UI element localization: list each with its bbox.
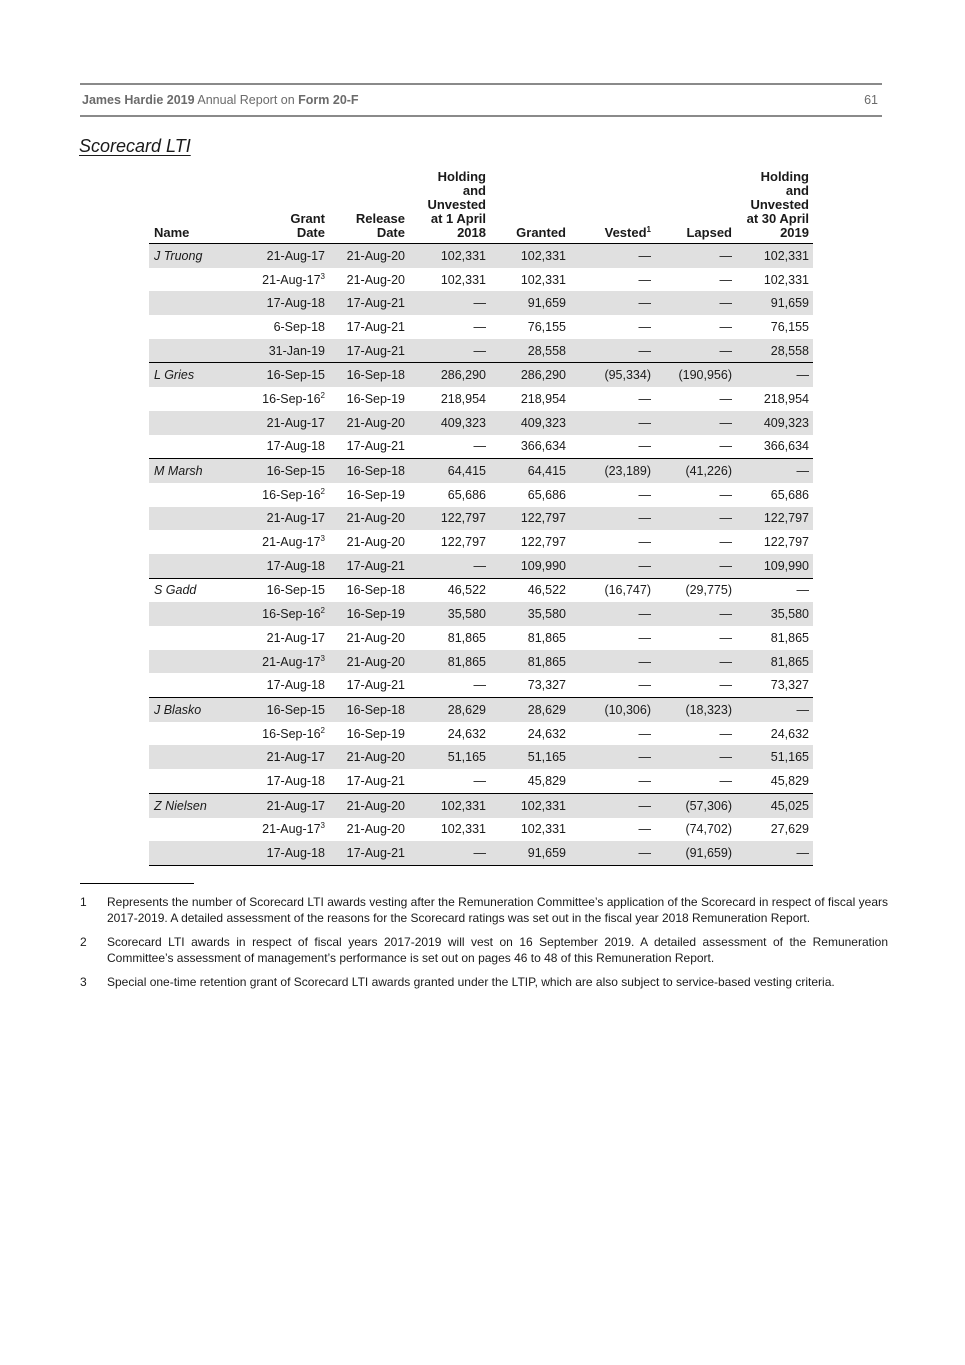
cell-name bbox=[149, 268, 253, 292]
cell-lapsed: — bbox=[719, 272, 732, 287]
table-row bbox=[149, 769, 813, 793]
cell-grant: 17-Aug-18 bbox=[253, 554, 329, 578]
cell-name bbox=[149, 602, 253, 626]
cell-closing: 45,025 bbox=[736, 793, 813, 817]
cell-grant: 17-Aug-18 bbox=[253, 291, 329, 315]
table-row bbox=[149, 841, 813, 865]
cell-release: 21-Aug-20 bbox=[329, 650, 409, 674]
cell-name bbox=[149, 769, 253, 793]
cell-vested: — bbox=[638, 487, 651, 502]
cell-grant: 17-Aug-18 bbox=[253, 435, 329, 459]
cell-closing: 65,686 bbox=[770, 487, 809, 502]
cell-release: 17-Aug-21 bbox=[329, 554, 409, 578]
cell-closing: 366,634 bbox=[736, 435, 813, 459]
table-row bbox=[149, 818, 813, 842]
table-row bbox=[149, 363, 813, 387]
cell-grant: 16-Sep-15 bbox=[253, 698, 329, 722]
cell-grant: 21-Aug-17 bbox=[253, 793, 329, 817]
cell-lapsed: — bbox=[655, 745, 736, 769]
cell-grant: 16-Sep-15 bbox=[253, 363, 329, 387]
cell-closing: 91,659 bbox=[736, 291, 813, 315]
cell-name bbox=[149, 841, 253, 865]
cell-lapsed: (18,323) bbox=[655, 698, 736, 722]
table-row bbox=[149, 626, 813, 650]
cell-vested: (95,334) bbox=[570, 363, 655, 387]
cell-release: 17-Aug-21 bbox=[329, 291, 409, 315]
page-header bbox=[80, 83, 882, 117]
cell-opening: — bbox=[409, 673, 490, 697]
footnote-number: 2 bbox=[80, 935, 87, 949]
cell-release: 16-Sep-19 bbox=[329, 602, 409, 626]
cell-lapsed: — bbox=[655, 650, 736, 674]
cell-name bbox=[149, 291, 253, 315]
footnote-ref: 1 bbox=[646, 225, 651, 234]
table-row bbox=[149, 387, 813, 411]
cell-lapsed: — bbox=[719, 630, 732, 645]
cell-lapsed: (74,702) bbox=[685, 822, 732, 837]
footnote-ref: 2 bbox=[320, 390, 325, 400]
footnote-text: Represents the number of Scorecard LTI awards vesting after the Remuneration Committee’s application of the Scorecard in respect of fiscal years 2017-2019. A detailed assessment of the reasons for the Scorecard ratings was set out in the fiscal year 2018 Remuneration Report. bbox=[107, 895, 888, 925]
table-row bbox=[149, 722, 813, 746]
cell-grant: 21-Aug-17 bbox=[253, 244, 329, 268]
cell-grant: $21-Aug-17^3$ bbox=[262, 271, 325, 287]
cell-name bbox=[149, 339, 253, 363]
table-row bbox=[149, 291, 813, 315]
column-header-grant: Grant Date bbox=[290, 211, 325, 240]
cell-opening: 81,865 bbox=[447, 630, 486, 645]
table-row bbox=[149, 459, 813, 483]
table-row bbox=[149, 530, 813, 554]
cell-vested: — bbox=[638, 272, 651, 287]
table-row bbox=[149, 578, 813, 602]
cell-vested: — bbox=[638, 726, 651, 741]
cell-opening: — bbox=[409, 291, 490, 315]
cell-closing: 409,323 bbox=[736, 411, 813, 435]
cell-opening: — bbox=[409, 554, 490, 578]
cell-opening: — bbox=[409, 769, 490, 793]
cell-granted: 35,580 bbox=[490, 602, 570, 626]
cell-release: 17-Aug-21 bbox=[329, 769, 409, 793]
cell-opening: 64,415 bbox=[409, 459, 490, 483]
cell-lapsed: — bbox=[719, 726, 732, 741]
cell-name bbox=[149, 411, 253, 435]
cell-lapsed: — bbox=[719, 391, 732, 406]
cell-opening: 35,580 bbox=[409, 602, 490, 626]
cell-opening: — bbox=[409, 841, 490, 865]
cell-granted: 24,632 bbox=[527, 726, 566, 741]
cell-lapsed: — bbox=[655, 673, 736, 697]
cell-closing: — bbox=[736, 698, 813, 722]
cell-name bbox=[149, 554, 253, 578]
cell-vested: — bbox=[570, 435, 655, 459]
cell-vested: — bbox=[638, 319, 651, 334]
table-row bbox=[149, 411, 813, 435]
cell-granted: 102,331 bbox=[490, 793, 570, 817]
cell-granted: 51,165 bbox=[490, 745, 570, 769]
footnote bbox=[80, 895, 888, 926]
cell-closing: 28,558 bbox=[736, 339, 813, 363]
cell-name bbox=[149, 435, 253, 459]
cell-vested: — bbox=[570, 554, 655, 578]
report-type: Annual Report on bbox=[194, 93, 299, 107]
cell-grant: 17-Aug-18 bbox=[253, 769, 329, 793]
cell-release: 21-Aug-20 bbox=[329, 745, 409, 769]
cell-granted: 91,659 bbox=[490, 291, 570, 315]
cell-closing: 81,865 bbox=[736, 650, 813, 674]
cell-name bbox=[149, 722, 253, 746]
cell-vested: — bbox=[638, 535, 651, 550]
cell-vested: — bbox=[570, 793, 655, 817]
cell-closing: 122,797 bbox=[736, 507, 813, 531]
cell-granted: 81,865 bbox=[527, 630, 566, 645]
cell-closing: 76,155 bbox=[770, 319, 809, 334]
footnotes bbox=[80, 895, 888, 1000]
cell-granted: 45,829 bbox=[490, 769, 570, 793]
cell-name bbox=[149, 673, 253, 697]
cell-name bbox=[149, 626, 253, 650]
cell-release: 21-Aug-20 bbox=[329, 244, 409, 268]
cell-name: M Marsh bbox=[149, 459, 253, 483]
cell-vested: — bbox=[638, 822, 651, 837]
cell-opening: 24,632 bbox=[447, 726, 486, 741]
cell-opening: 102,331 bbox=[440, 822, 486, 837]
footnote-ref: 2 bbox=[320, 606, 325, 616]
footnote-ref: 3 bbox=[320, 821, 325, 831]
cell-vested: — bbox=[570, 339, 655, 363]
cell-opening: 218,954 bbox=[440, 391, 486, 406]
table-row bbox=[149, 244, 813, 268]
footnote-number: 3 bbox=[80, 975, 87, 989]
cell-release: 21-Aug-20 bbox=[346, 272, 405, 287]
table-body bbox=[149, 244, 813, 866]
cell-granted: 65,686 bbox=[527, 487, 566, 502]
cell-lapsed: (29,775) bbox=[685, 583, 732, 598]
cell-release: 21-Aug-20 bbox=[329, 411, 409, 435]
footnote-ref: 3 bbox=[320, 653, 325, 663]
cell-grant: 16-Sep-15 bbox=[266, 583, 325, 598]
cell-opening: 51,165 bbox=[409, 745, 490, 769]
cell-lapsed: — bbox=[719, 487, 732, 502]
cell-vested: — bbox=[570, 673, 655, 697]
cell-lapsed: (57,306) bbox=[655, 793, 736, 817]
table-row bbox=[149, 745, 813, 769]
table-row bbox=[149, 698, 813, 722]
column-header-vested: Vested$^1$ bbox=[604, 225, 651, 240]
cell-granted: 64,415 bbox=[490, 459, 570, 483]
cell-lapsed: — bbox=[655, 554, 736, 578]
cell-name: J Truong bbox=[149, 244, 253, 268]
cell-lapsed: — bbox=[655, 769, 736, 793]
footnote-ref: 2 bbox=[320, 486, 325, 496]
footnote-text: Special one-time retention grant of Scorecard LTI awards granted under the LTIP, which are also subject to service-based vesting criteria. bbox=[107, 975, 835, 989]
cell-closing: — bbox=[796, 583, 809, 598]
cell-release: 21-Aug-20 bbox=[346, 822, 405, 837]
cell-closing: — bbox=[736, 459, 813, 483]
cell-granted: 81,865 bbox=[490, 650, 570, 674]
cell-vested: — bbox=[570, 244, 655, 268]
cell-grant: $16-Sep-16^2$ bbox=[253, 602, 329, 626]
cell-release: 16-Sep-19 bbox=[346, 487, 405, 502]
cell-closing: 51,165 bbox=[736, 745, 813, 769]
footnote-ref: 3 bbox=[320, 271, 325, 281]
cell-name: L Gries bbox=[149, 363, 253, 387]
cell-closing: 218,954 bbox=[763, 391, 809, 406]
cell-closing: — bbox=[736, 841, 813, 865]
cell-opening: 122,797 bbox=[409, 507, 490, 531]
cell-name bbox=[149, 483, 253, 507]
cell-granted: 122,797 bbox=[520, 535, 566, 550]
footnote bbox=[80, 975, 888, 991]
cell-opening: — bbox=[473, 319, 486, 334]
cell-grant: $21-Aug-17^3$ bbox=[253, 650, 329, 674]
cell-lapsed: (91,659) bbox=[655, 841, 736, 865]
cell-opening: 102,331 bbox=[440, 272, 486, 287]
footnote-text: Scorecard LTI awards in respect of fiscal years 2017-2019 will vest on 16 September 2019. A detailed assessment of the Remuneration Committee’s assessment of management’s performance is set out on pages 46 to 48 of this Remuneration Report. bbox=[107, 935, 888, 965]
cell-vested: — bbox=[570, 650, 655, 674]
cell-grant: 17-Aug-18 bbox=[253, 841, 329, 865]
cell-name bbox=[149, 818, 253, 842]
cell-closing: 109,990 bbox=[736, 554, 813, 578]
cell-lapsed: — bbox=[655, 435, 736, 459]
footnote bbox=[80, 935, 888, 966]
table-row bbox=[149, 435, 813, 459]
cell-closing: 81,865 bbox=[770, 630, 809, 645]
cell-closing: 102,331 bbox=[763, 272, 809, 287]
cell-opening: 122,797 bbox=[440, 535, 486, 550]
footnote-number: 1 bbox=[80, 895, 87, 909]
cell-vested: — bbox=[570, 411, 655, 435]
cell-vested: — bbox=[638, 391, 651, 406]
cell-opening: 28,629 bbox=[409, 698, 490, 722]
cell-lapsed: — bbox=[719, 319, 732, 334]
column-header-name: Name bbox=[154, 225, 190, 240]
cell-closing: 27,629 bbox=[770, 822, 809, 837]
column-header-opening: Holding and Unvested at 1 April 2018 bbox=[427, 169, 486, 240]
section-title: Scorecard LTI bbox=[79, 136, 191, 156]
footnote-ref: 2 bbox=[320, 725, 325, 735]
cell-granted: 28,558 bbox=[490, 339, 570, 363]
cell-opening: 409,323 bbox=[409, 411, 490, 435]
scorecard-lti-table bbox=[149, 170, 813, 866]
cell-release: 16-Sep-18 bbox=[346, 583, 405, 598]
cell-closing: — bbox=[736, 363, 813, 387]
cell-granted: 91,659 bbox=[490, 841, 570, 865]
cell-closing: 35,580 bbox=[736, 602, 813, 626]
cell-name bbox=[149, 650, 253, 674]
cell-granted: 102,331 bbox=[490, 244, 570, 268]
table-row bbox=[149, 315, 813, 339]
footnote-divider bbox=[80, 883, 194, 884]
table-row bbox=[149, 554, 813, 578]
cell-name bbox=[149, 507, 253, 531]
cell-granted: 409,323 bbox=[490, 411, 570, 435]
cell-release: 17-Aug-21 bbox=[329, 435, 409, 459]
cell-release: 17-Aug-21 bbox=[346, 319, 405, 334]
footnote-ref: 3 bbox=[320, 534, 325, 544]
cell-vested: — bbox=[570, 291, 655, 315]
page-number: 61 bbox=[864, 93, 878, 107]
cell-opening: 65,686 bbox=[447, 487, 486, 502]
cell-release: 16-Sep-19 bbox=[346, 726, 405, 741]
cell-grant: 17-Aug-18 bbox=[253, 673, 329, 697]
cell-vested: — bbox=[570, 602, 655, 626]
cell-opening: — bbox=[409, 435, 490, 459]
cell-vested: — bbox=[570, 841, 655, 865]
cell-granted: 28,629 bbox=[490, 698, 570, 722]
table-header-row bbox=[149, 170, 813, 244]
cell-grant: 21-Aug-17 bbox=[266, 630, 325, 645]
cell-closing: 122,797 bbox=[763, 535, 809, 550]
table-row bbox=[149, 602, 813, 626]
cell-closing: 45,829 bbox=[736, 769, 813, 793]
cell-granted: 102,331 bbox=[520, 822, 566, 837]
cell-grant: 16-Sep-15 bbox=[253, 459, 329, 483]
cell-grant: $21-Aug-17^3$ bbox=[262, 534, 325, 550]
cell-vested: (23,189) bbox=[570, 459, 655, 483]
cell-release: 16-Sep-18 bbox=[329, 459, 409, 483]
cell-lapsed: (41,226) bbox=[655, 459, 736, 483]
cell-release: 21-Aug-20 bbox=[329, 507, 409, 531]
cell-release: 21-Aug-20 bbox=[346, 535, 405, 550]
cell-opening: 102,331 bbox=[409, 793, 490, 817]
cell-lapsed: — bbox=[719, 535, 732, 550]
cell-release: 17-Aug-21 bbox=[329, 841, 409, 865]
cell-name bbox=[149, 745, 253, 769]
column-header-lapsed: Lapsed bbox=[686, 225, 732, 240]
cell-granted: 102,331 bbox=[520, 272, 566, 287]
cell-lapsed: — bbox=[655, 291, 736, 315]
table-row bbox=[149, 507, 813, 531]
cell-opening: 46,522 bbox=[447, 583, 486, 598]
table-row bbox=[149, 483, 813, 507]
cell-name: Z Nielsen bbox=[149, 793, 253, 817]
cell-release: 17-Aug-21 bbox=[329, 673, 409, 697]
cell-vested: — bbox=[570, 769, 655, 793]
cell-grant: 31-Jan-19 bbox=[253, 339, 329, 363]
cell-release: 21-Aug-20 bbox=[346, 630, 405, 645]
cell-granted: 46,522 bbox=[527, 583, 566, 598]
cell-grant: $21-Aug-17^3$ bbox=[262, 821, 325, 837]
cell-vested: — bbox=[570, 745, 655, 769]
cell-lapsed: — bbox=[655, 411, 736, 435]
cell-name bbox=[149, 315, 253, 339]
column-header-closing: Holding and Unvested at 30 April 2019 bbox=[746, 169, 809, 240]
cell-opening: — bbox=[409, 339, 490, 363]
cell-lapsed: (190,956) bbox=[655, 363, 736, 387]
cell-grant: $16-Sep-16^2$ bbox=[262, 390, 325, 406]
cell-granted: 109,990 bbox=[490, 554, 570, 578]
cell-lapsed: — bbox=[655, 244, 736, 268]
cell-release: 16-Sep-18 bbox=[329, 698, 409, 722]
cell-name: J Blasko bbox=[149, 698, 253, 722]
table-row bbox=[149, 673, 813, 697]
cell-granted: 122,797 bbox=[490, 507, 570, 531]
cell-lapsed: — bbox=[655, 602, 736, 626]
cell-vested: — bbox=[638, 630, 651, 645]
report-title bbox=[82, 93, 359, 107]
cell-granted: 286,290 bbox=[490, 363, 570, 387]
cell-vested: (10,306) bbox=[570, 698, 655, 722]
cell-granted: 76,155 bbox=[527, 319, 566, 334]
cell-name bbox=[149, 530, 253, 554]
table-row bbox=[149, 650, 813, 674]
cell-grant: $16-Sep-16^2$ bbox=[262, 725, 325, 741]
cell-lapsed: — bbox=[655, 507, 736, 531]
cell-name bbox=[149, 387, 253, 411]
cell-opening: 102,331 bbox=[409, 244, 490, 268]
table-row bbox=[149, 339, 813, 363]
cell-release: 21-Aug-20 bbox=[329, 793, 409, 817]
cell-release: 17-Aug-21 bbox=[329, 339, 409, 363]
table-row bbox=[149, 793, 813, 817]
cell-grant: $16-Sep-16^2$ bbox=[262, 486, 325, 502]
cell-granted: 73,327 bbox=[490, 673, 570, 697]
cell-name: S Gadd bbox=[154, 583, 197, 598]
column-header-granted: Granted bbox=[516, 225, 566, 240]
cell-closing: 73,327 bbox=[736, 673, 813, 697]
form-name: Form 20-F bbox=[298, 93, 359, 107]
cell-release: 16-Sep-18 bbox=[329, 363, 409, 387]
cell-granted: 366,634 bbox=[490, 435, 570, 459]
cell-closing: 102,331 bbox=[736, 244, 813, 268]
cell-grant: 21-Aug-17 bbox=[253, 411, 329, 435]
cell-closing: 24,632 bbox=[770, 726, 809, 741]
cell-granted: 218,954 bbox=[520, 391, 566, 406]
cell-opening: 286,290 bbox=[409, 363, 490, 387]
cell-opening: 81,865 bbox=[409, 650, 490, 674]
column-header-release: Release Date bbox=[355, 211, 405, 240]
cell-grant: 21-Aug-17 bbox=[253, 507, 329, 531]
cell-release: 16-Sep-19 bbox=[346, 391, 405, 406]
cell-vested: (16,747) bbox=[604, 583, 651, 598]
cell-vested: — bbox=[570, 507, 655, 531]
cell-lapsed: — bbox=[655, 339, 736, 363]
table-row bbox=[149, 268, 813, 292]
company-name: James Hardie 2019 bbox=[82, 93, 195, 107]
cell-grant: 6-Sep-18 bbox=[273, 319, 325, 334]
cell-grant: 21-Aug-17 bbox=[253, 745, 329, 769]
